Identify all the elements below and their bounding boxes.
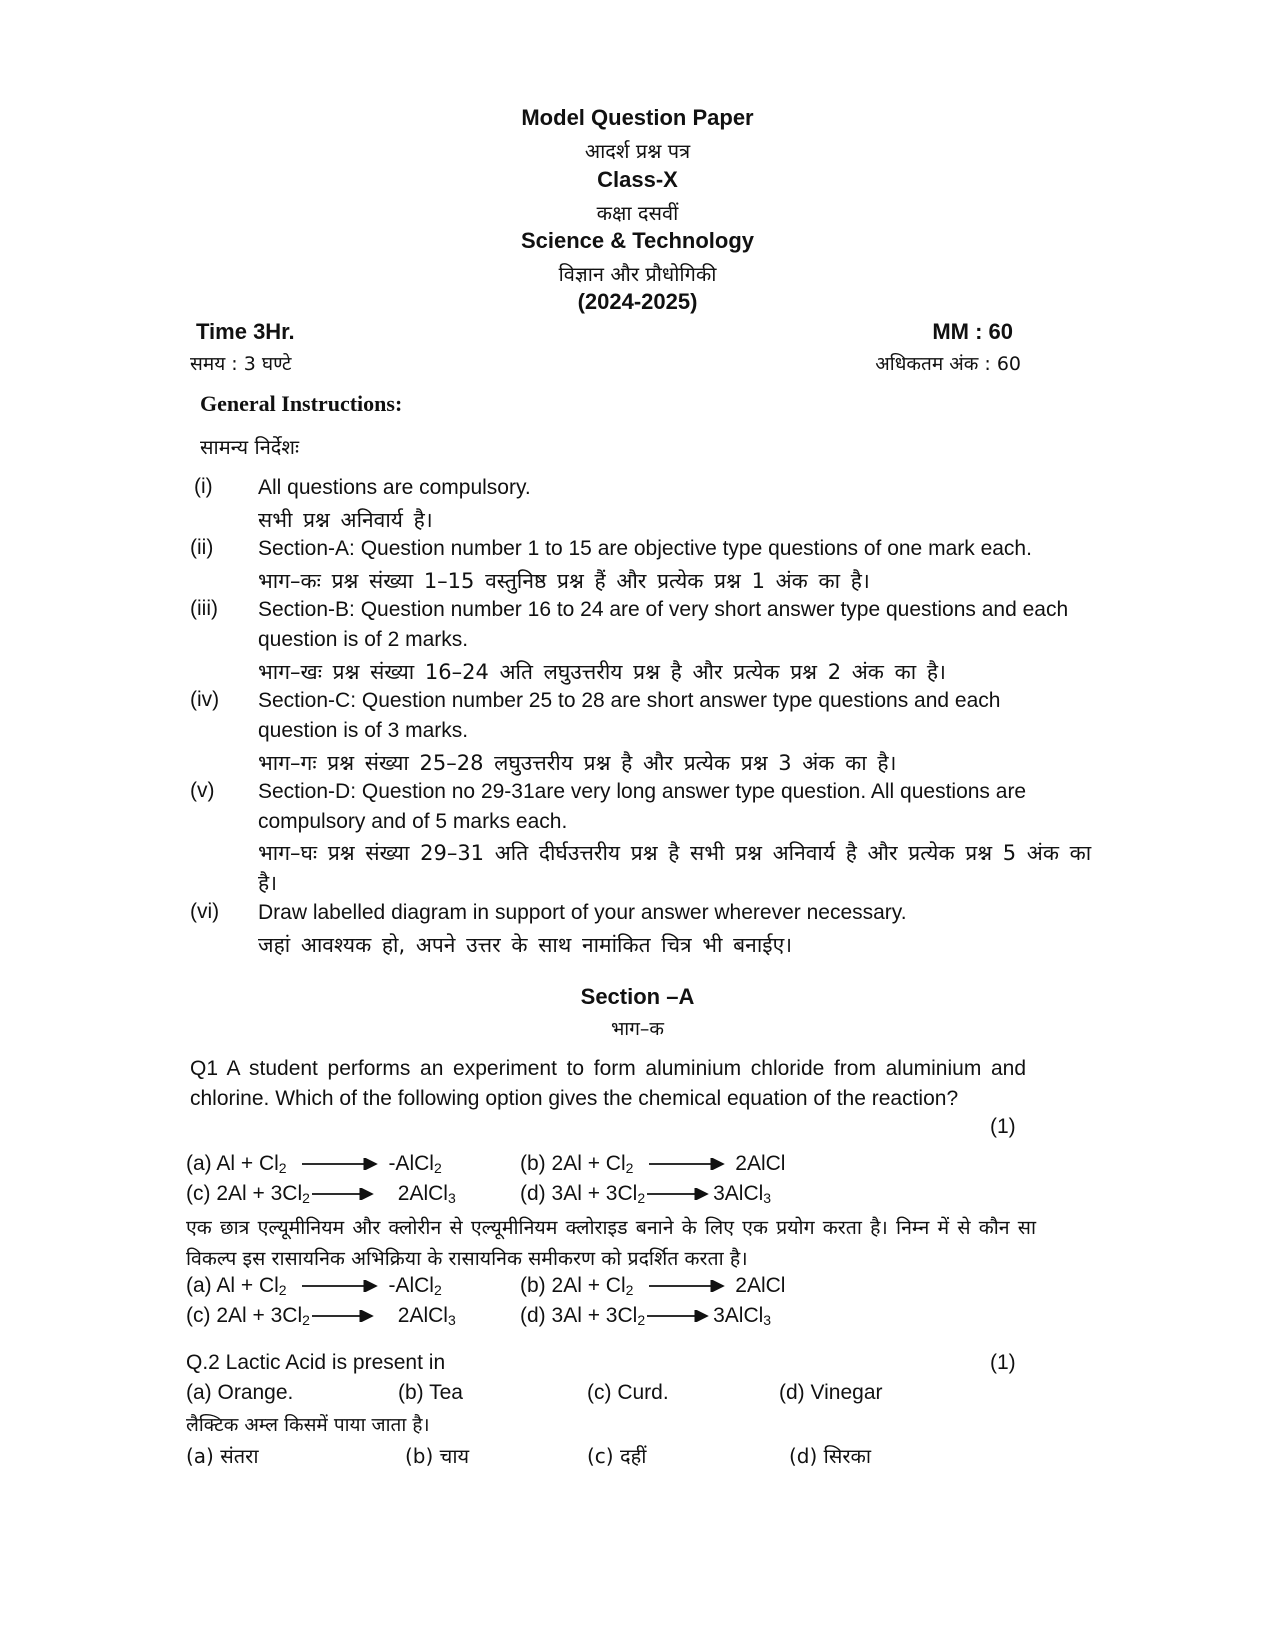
subscript: 2 xyxy=(302,1312,310,1328)
instruction-number: (vi) xyxy=(190,900,220,923)
instruction-text-hindi: सभी प्रश्न अनिवार्य है। xyxy=(258,508,433,532)
reaction-arrow-icon xyxy=(312,1310,374,1322)
reaction-arrow-icon xyxy=(302,1280,378,1292)
reaction-arrow-icon xyxy=(302,1158,378,1170)
option-reactants: 2Al + Cl xyxy=(551,1274,626,1297)
option-reactants: Al + Cl xyxy=(216,1152,279,1175)
instruction-number: (ii) xyxy=(190,536,214,559)
option-d xyxy=(520,1304,771,1328)
instruction-number: (i) xyxy=(194,475,213,498)
option-label: (d) xyxy=(520,1182,546,1205)
option-products: -AlCl xyxy=(388,1152,434,1175)
reaction-arrow-icon xyxy=(312,1188,374,1200)
option-b xyxy=(520,1274,785,1298)
subscript: 2 xyxy=(433,1282,442,1298)
subscript: 2 xyxy=(278,1160,287,1176)
question-text: Q1 A student performs an experiment to form aluminium chloride from aluminium and chlorine. Which of the following option gives the chemical equation of the reaction? xyxy=(190,1057,1026,1110)
paper-title-hindi: आदर्श प्रश्न पत्र xyxy=(584,139,691,163)
option-products: 2AlCl xyxy=(397,1182,448,1205)
option-a xyxy=(186,1274,442,1298)
option-a: (a) Orange. xyxy=(186,1381,294,1404)
option-d: (d) Vinegar xyxy=(779,1381,883,1404)
question-marks: (1) xyxy=(990,1351,1016,1374)
option-label: (c) xyxy=(186,1304,211,1327)
reaction-arrow-icon xyxy=(649,1158,725,1170)
option-label: (b) xyxy=(520,1274,546,1297)
paper-title: Model Question Paper xyxy=(521,105,754,130)
option-reactants: 2Al + 3Cl xyxy=(216,1304,303,1327)
option-d xyxy=(520,1182,771,1206)
max-marks-label-hindi: अधिकतम अंक : 60 xyxy=(875,353,1021,375)
instruction-text-hindi: भाग–गः प्रश्न संख्या 25–28 लघुउत्तरीय प्रश्न है और प्रत्येक प्रश्न 3 अंक का है। xyxy=(258,751,897,775)
option-c-hindi: (c) दहीं xyxy=(587,1444,647,1468)
option-label: (a) xyxy=(186,1274,212,1297)
instruction-number: (v) xyxy=(190,779,215,802)
subscript: 2 xyxy=(625,1282,634,1298)
option-c xyxy=(186,1182,456,1206)
option-a xyxy=(186,1152,442,1176)
time-label-hindi: समय : 3 घण्टे xyxy=(190,353,292,375)
instruction-text: All questions are compulsory. xyxy=(258,476,531,499)
option-reactants: Al + Cl xyxy=(216,1274,279,1297)
section-title-hindi: भाग–क xyxy=(610,1018,665,1040)
instruction-text: Section-C: Question number 25 to 28 are short answer type questions and each question is of 3 marks. xyxy=(258,689,1001,742)
subscript: 2 xyxy=(637,1190,646,1206)
instruction-text-hindi: जहां आवश्यक हो, अपने उत्तर के साथ नामांकित चित्र भी बनाईए। xyxy=(258,933,793,957)
instruction-text: Section-A: Question number 1 to 15 are objective type questions of one mark each. xyxy=(258,537,1032,560)
instruction-text-hindi: भाग–घः प्रश्न संख्या 29–31 अति दीर्घउत्तरीय प्रश्न है सभी प्रश्न अनिवार्य है और प्रत्येक प्रश्न 5 अंक का है। xyxy=(258,841,1092,895)
class-label: Class-X xyxy=(597,167,678,192)
question-marks: (1) xyxy=(990,1115,1016,1138)
instruction-text-hindi: भाग–कः प्रश्न संख्या 1–15 वस्तुनिष्ठ प्रश्न हैं और प्रत्येक प्रश्न 1 अंक का है। xyxy=(258,569,870,593)
option-products: 2AlCl xyxy=(735,1152,786,1175)
option-c xyxy=(186,1304,456,1328)
instruction-text: Section-D: Question no 29-31are very long answer type question. All questions are compulsory and of 5 marks each. xyxy=(258,780,1027,833)
subscript: 3 xyxy=(763,1190,772,1206)
instruction-text: Section-B: Question number 16 to 24 are of very short answer type questions and each question is of 2 marks. xyxy=(258,598,1069,651)
option-reactants: 2Al + Cl xyxy=(551,1152,626,1175)
reaction-arrow-icon xyxy=(647,1188,709,1200)
option-products: 3AlCl xyxy=(713,1182,764,1205)
section-title: Section –A xyxy=(580,984,695,1009)
option-label: (a) xyxy=(186,1152,212,1175)
class-label-hindi: कक्षा दसवीं xyxy=(596,201,679,225)
instructions-heading: General Instructions: xyxy=(200,391,403,416)
question-text-hindi: एक छात्र एल्यूमीनियम और क्लोरीन से एल्यूमीनियम क्लोराइड बनाने के लिए एक प्रयोग करता है। निम्न में से कौन सा विकल्प इस रासायनिक अभिक्रिया के रासायनिक समीकरण को प्रदर्शित करता है। xyxy=(186,1216,1036,1270)
option-b-hindi: (b) चाय xyxy=(405,1444,470,1468)
subject-title: Science & Technology xyxy=(520,228,755,253)
subscript: 2 xyxy=(278,1282,287,1298)
option-label: (b) xyxy=(520,1152,546,1175)
option-b: (b) Tea xyxy=(398,1381,463,1404)
option-products: 3AlCl xyxy=(713,1304,764,1327)
instruction-text-hindi: भाग–खः प्रश्न संख्या 16–24 अति लघुउत्तरीय प्रश्न है और प्रत्येक प्रश्न 2 अंक का है। xyxy=(258,660,946,684)
subscript: 2 xyxy=(433,1160,442,1176)
option-reactants: 3Al + 3Cl xyxy=(551,1304,638,1327)
option-reactants: 3Al + 3Cl xyxy=(551,1182,638,1205)
option-a-hindi: (a) संतरा xyxy=(186,1444,259,1468)
question-text-hindi: लैक्टिक अम्ल किसमें पाया जाता है। xyxy=(186,1414,430,1436)
reaction-arrow-icon xyxy=(647,1310,709,1322)
max-marks-label: MM : 60 xyxy=(932,319,1013,344)
instruction-number: (iv) xyxy=(190,688,220,711)
subscript: 2 xyxy=(625,1160,634,1176)
subscript: 2 xyxy=(637,1312,646,1328)
option-c: (c) Curd. xyxy=(587,1381,669,1404)
subscript: 3 xyxy=(763,1312,772,1328)
subscript: 3 xyxy=(447,1312,456,1328)
option-products: 2AlCl xyxy=(735,1274,786,1297)
option-label: (d) xyxy=(520,1304,546,1327)
reaction-arrow-icon xyxy=(649,1280,725,1292)
option-label: (c) xyxy=(186,1182,211,1205)
instructions-heading-hindi: सामन्य निर्देशः xyxy=(200,435,300,459)
instruction-text: Draw labelled diagram in support of your answer wherever necessary. xyxy=(258,901,907,924)
option-b xyxy=(520,1152,785,1176)
subscript: 3 xyxy=(447,1190,456,1206)
time-label: Time 3Hr. xyxy=(196,319,295,344)
option-products: 2AlCl xyxy=(397,1304,448,1327)
option-d-hindi: (d) सिरका xyxy=(789,1444,872,1468)
option-products: -AlCl xyxy=(388,1274,434,1297)
subscript: 2 xyxy=(302,1190,310,1206)
option-reactants: 2Al + 3Cl xyxy=(216,1182,303,1205)
instruction-number: (iii) xyxy=(190,597,218,620)
subject-title-hindi: विज्ञान और प्रौधोगिकी xyxy=(558,262,717,286)
session-year: (2024-2025) xyxy=(577,289,698,314)
question-text: Q.2 Lactic Acid is present in xyxy=(186,1351,446,1374)
